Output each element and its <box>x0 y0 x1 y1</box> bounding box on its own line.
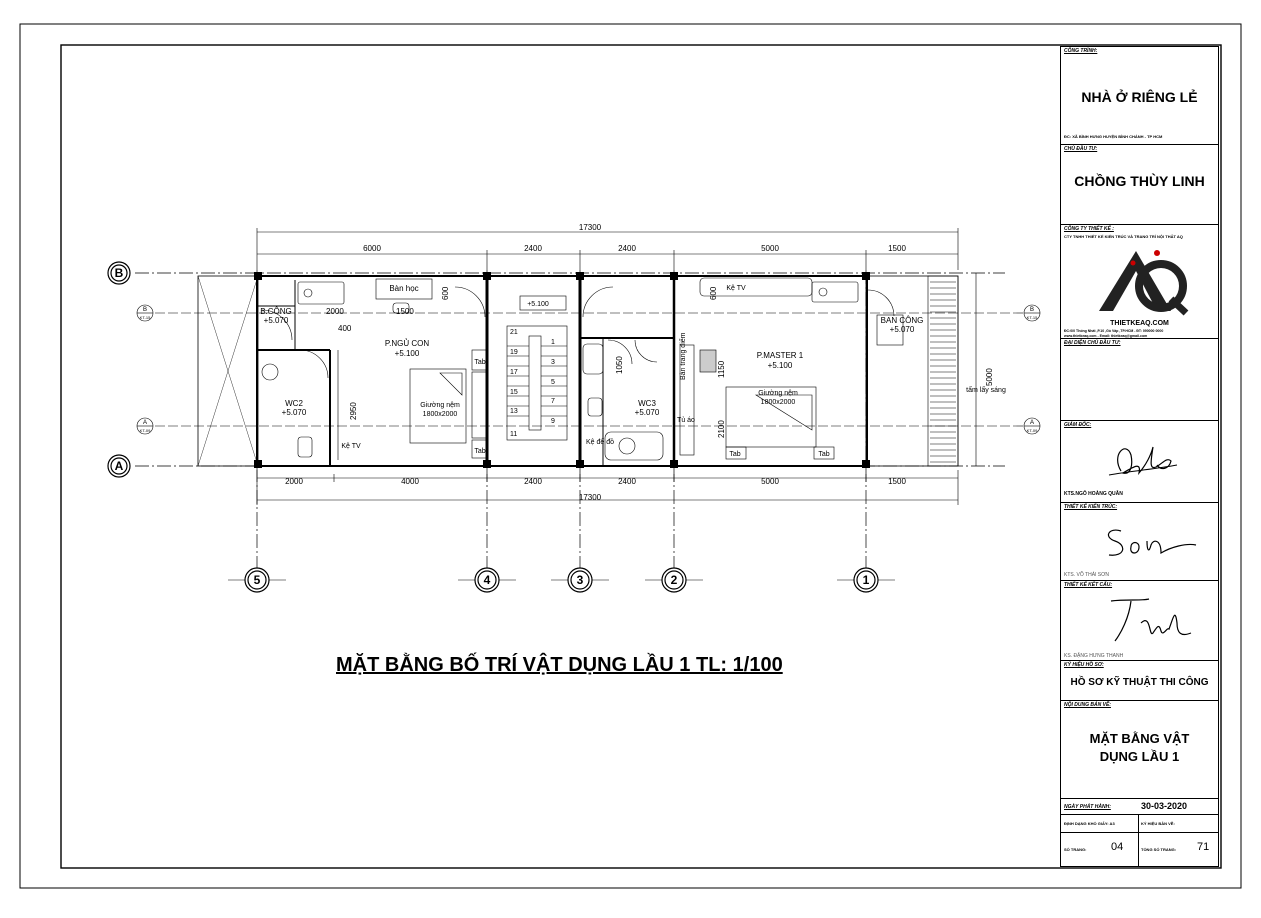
tb-director-label: GIÁM ĐỐC: <box>1064 422 1092 428</box>
doors <box>262 287 894 378</box>
step-label: 11 <box>510 431 518 438</box>
tb-company-label: CÔNG TY THIẾT KẾ : <box>1064 226 1114 232</box>
room-balcony-left: B.CÔNG <box>260 307 292 316</box>
axis-label-1: 1 <box>862 573 870 587</box>
tb-content-line2: DỤNG LẦU 1 <box>1099 749 1180 764</box>
skylight-label: tấm lấy sáng <box>966 387 1006 394</box>
tb-architect-label: THIẾT KẾ KIẾN TRÚC: <box>1064 504 1118 510</box>
step-label: 9 <box>551 418 555 425</box>
dim-inner: 2100 <box>717 420 726 438</box>
tb-company-cell <box>1061 225 1218 339</box>
room-master: P.MASTER 1 <box>756 351 804 360</box>
tb-logo-text: THIETKEAQ.COM <box>1110 320 1169 327</box>
tb-company-contact: ĐC:0/0 Thống Nhất ,P.10 ,Gò Vấp ,TP.HCM - ĐT: 090000 0000 <box>1064 329 1164 333</box>
dim-bot-3: 2400 <box>524 477 542 486</box>
bed-size: 1800x2000 <box>760 399 796 406</box>
company-logo <box>1091 241 1191 319</box>
tb-format-label: ĐỊNH DẠNG KHỔ GIẤY: A3 <box>1064 821 1115 826</box>
storage-shelf-label: Kệ để đồ <box>585 439 615 446</box>
tb-format-cell <box>1061 815 1218 833</box>
axis-bubbles-horizontal <box>108 262 130 477</box>
tb-page-label: SỐ TRANG: <box>1064 847 1087 852</box>
section-ref: KT-09 <box>139 428 151 433</box>
tb-date-label: NGÀY PHÁT HÀNH: <box>1064 804 1111 810</box>
room-bedroom-child: P.NGỦ CON <box>384 339 430 348</box>
furniture <box>262 278 903 460</box>
tb-structural-name: KS. ĐẶNG HƯNG THANH <box>1064 653 1124 659</box>
tv-shelf-label: Kệ TV <box>726 285 746 292</box>
tb-dossier-cell <box>1061 661 1218 701</box>
room-wc3: WC3 <box>638 399 656 408</box>
step-label: 7 <box>551 398 555 405</box>
dim-bot-1: 2000 <box>285 477 303 486</box>
section-letter: A <box>1029 420 1035 426</box>
dim-top-5: 1500 <box>888 244 906 253</box>
room-balcony-left-level: +5.070 <box>263 316 289 325</box>
dim-top-1: 6000 <box>363 244 381 253</box>
dimension-texts <box>285 223 906 502</box>
drawing-title: MẶT BẰNG BỐ TRÍ VẬT DỤNG LẦU 1 TL: 1/100 <box>336 654 783 676</box>
architect-signature <box>1091 517 1201 567</box>
dim-inner: 5000 <box>985 368 994 386</box>
tb-company-name: CTY TNHH THIẾT KẾ KIẾN TRÚC VÀ TRANG TRÍ NỘI THẤT AQ <box>1064 234 1183 239</box>
room-wc2: WC2 <box>285 399 303 408</box>
stair-level: +5.100 <box>527 301 549 308</box>
dim-inner: 600 <box>441 286 450 300</box>
dim-bot-4: 2400 <box>618 477 636 486</box>
tb-date-cell <box>1061 799 1218 815</box>
tb-date-value: 30-03-2020 <box>1141 801 1188 811</box>
tb-drawing-code-label: KÝ HIỆU BẢN VẼ: <box>1141 821 1175 826</box>
step-label: 17 <box>510 369 518 376</box>
tb-dossier-label: KÝ HIỆU HỒ SƠ: <box>1064 662 1104 668</box>
title-block <box>1060 46 1219 867</box>
tb-company-web: www.thietkeaq.com - Email: thietkeaq@gmail.com <box>1064 334 1148 338</box>
vanity-label: Bàn trang điểm <box>680 332 687 380</box>
axis-label-a: A <box>114 459 124 473</box>
axis-label-2: 2 <box>670 573 678 587</box>
dim-overall-bottom: 17300 <box>578 493 602 502</box>
tb-investor-label: CHỦ ĐẦU TƯ: <box>1064 146 1098 152</box>
step-label: 5 <box>551 379 555 386</box>
dim-bot-2: 4000 <box>401 477 419 486</box>
dim-top-2: 2400 <box>524 244 542 253</box>
dim-inner: 1500 <box>396 307 414 316</box>
section-ref: KT-15 <box>1026 315 1038 320</box>
axis-labels-horizontal <box>115 266 124 473</box>
study-desk-label: Bàn học <box>389 284 419 293</box>
axis-label-4: 4 <box>483 573 491 587</box>
section-ref: KT-09 <box>1026 428 1038 433</box>
dim-bot-5: 5000 <box>761 477 779 486</box>
building-walls <box>198 276 958 466</box>
dim-inner: 600 <box>709 286 718 300</box>
step-label: 21 <box>510 329 518 336</box>
tb-dossier-value: HỒ SƠ KỸ THUẬT THI CÔNG <box>1070 677 1209 688</box>
tb-content-cell <box>1061 701 1218 799</box>
nightstand-label: Tab <box>818 451 830 458</box>
tb-representative-cell <box>1061 339 1218 421</box>
light-panel-hatch <box>930 282 956 462</box>
tb-project-label: CÔNG TRÌNH: <box>1064 48 1098 54</box>
dim-bot-6: 1500 <box>888 477 906 486</box>
inner-border <box>61 45 1221 868</box>
director-signature <box>1101 435 1181 485</box>
section-letter: B <box>142 307 148 313</box>
tb-architect-cell <box>1061 503 1218 581</box>
tb-representative-label: ĐẠI DIỆN CHỦ ĐẦU TƯ: <box>1064 340 1121 346</box>
dim-inner: 400 <box>338 324 352 333</box>
tb-page-value: 04 <box>1111 841 1124 853</box>
nightstand-label: Tab <box>474 359 486 366</box>
wardrobe-label: Tủ áo <box>677 417 695 424</box>
dim-top-4: 5000 <box>761 244 779 253</box>
axis-label-b: B <box>114 266 124 280</box>
bed-label: Giường nệm <box>758 390 798 397</box>
stair <box>507 296 567 440</box>
step-label: 13 <box>510 408 518 415</box>
dim-overall-top: 17300 <box>578 223 602 232</box>
outer-border <box>20 24 1241 888</box>
step-label: 19 <box>510 349 518 356</box>
tb-total-pages-value: 71 <box>1197 841 1210 853</box>
axis-label-5: 5 <box>253 573 261 587</box>
section-letter: A <box>142 420 148 426</box>
nightstand-label: Tab <box>729 451 741 458</box>
structural-signature <box>1101 593 1201 648</box>
dim-inner: 1050 <box>615 356 624 374</box>
dim-inner: 2950 <box>349 402 358 420</box>
tb-architect-name: KTS. VÕ THÁI SƠN <box>1064 572 1110 578</box>
tb-project-name: NHÀ Ở RIÊNG LẺ <box>1081 89 1198 105</box>
tb-investor-name: CHỒNG THÙY LINH <box>1074 173 1205 189</box>
tb-content-label: NỘI DUNG BẢN VẼ: <box>1064 702 1111 708</box>
tb-investor-cell <box>1061 145 1218 225</box>
section-ref: KT-15 <box>139 315 151 320</box>
room-wc2-level: +5.070 <box>281 408 307 417</box>
tb-director-name: KTS.NGÔ HOÀNG QUÂN <box>1064 491 1123 497</box>
tb-structural-label: THIẾT KẾ KẾT CẤU: <box>1064 582 1113 588</box>
room-balcony-right: BAN CÔNG <box>880 316 924 325</box>
room-wc3-level: +5.070 <box>634 408 660 417</box>
dimension-lines-top <box>257 228 958 505</box>
dim-inner: 1150 <box>717 360 726 378</box>
tb-total-pages-label: TỔNG SỐ TRANG: <box>1141 847 1177 852</box>
bed-label: Giường nệm <box>420 402 460 409</box>
tb-pages-cell <box>1061 833 1218 866</box>
bed-size: 1800x2000 <box>422 411 458 418</box>
tb-project-address: ĐC: XÃ BÌNH HƯNG HUYỆN BÌNH CHÁNH - TP HCM <box>1064 134 1163 139</box>
tv-shelf-label: Kệ TV <box>341 443 361 450</box>
tb-director-cell <box>1061 421 1218 503</box>
step-label: 3 <box>551 359 555 366</box>
room-balcony-right-level: +5.070 <box>889 325 915 334</box>
stair-steps <box>510 329 555 438</box>
tb-project-cell <box>1061 47 1218 145</box>
room-master-level: +5.100 <box>767 361 793 370</box>
dim-inner: 2000 <box>326 307 344 316</box>
tb-content-line1: MẶT BẰNG VẬT <box>1089 731 1190 746</box>
dim-top-3: 2400 <box>618 244 636 253</box>
step-label: 15 <box>510 389 518 396</box>
columns <box>254 272 870 468</box>
axis-label-3: 3 <box>576 573 584 587</box>
section-letter: B <box>1029 307 1035 313</box>
tb-structural-cell <box>1061 581 1218 661</box>
nightstand-label: Tab <box>474 448 486 455</box>
step-label: 1 <box>551 339 555 346</box>
room-bedroom-child-level: +5.100 <box>394 349 420 358</box>
